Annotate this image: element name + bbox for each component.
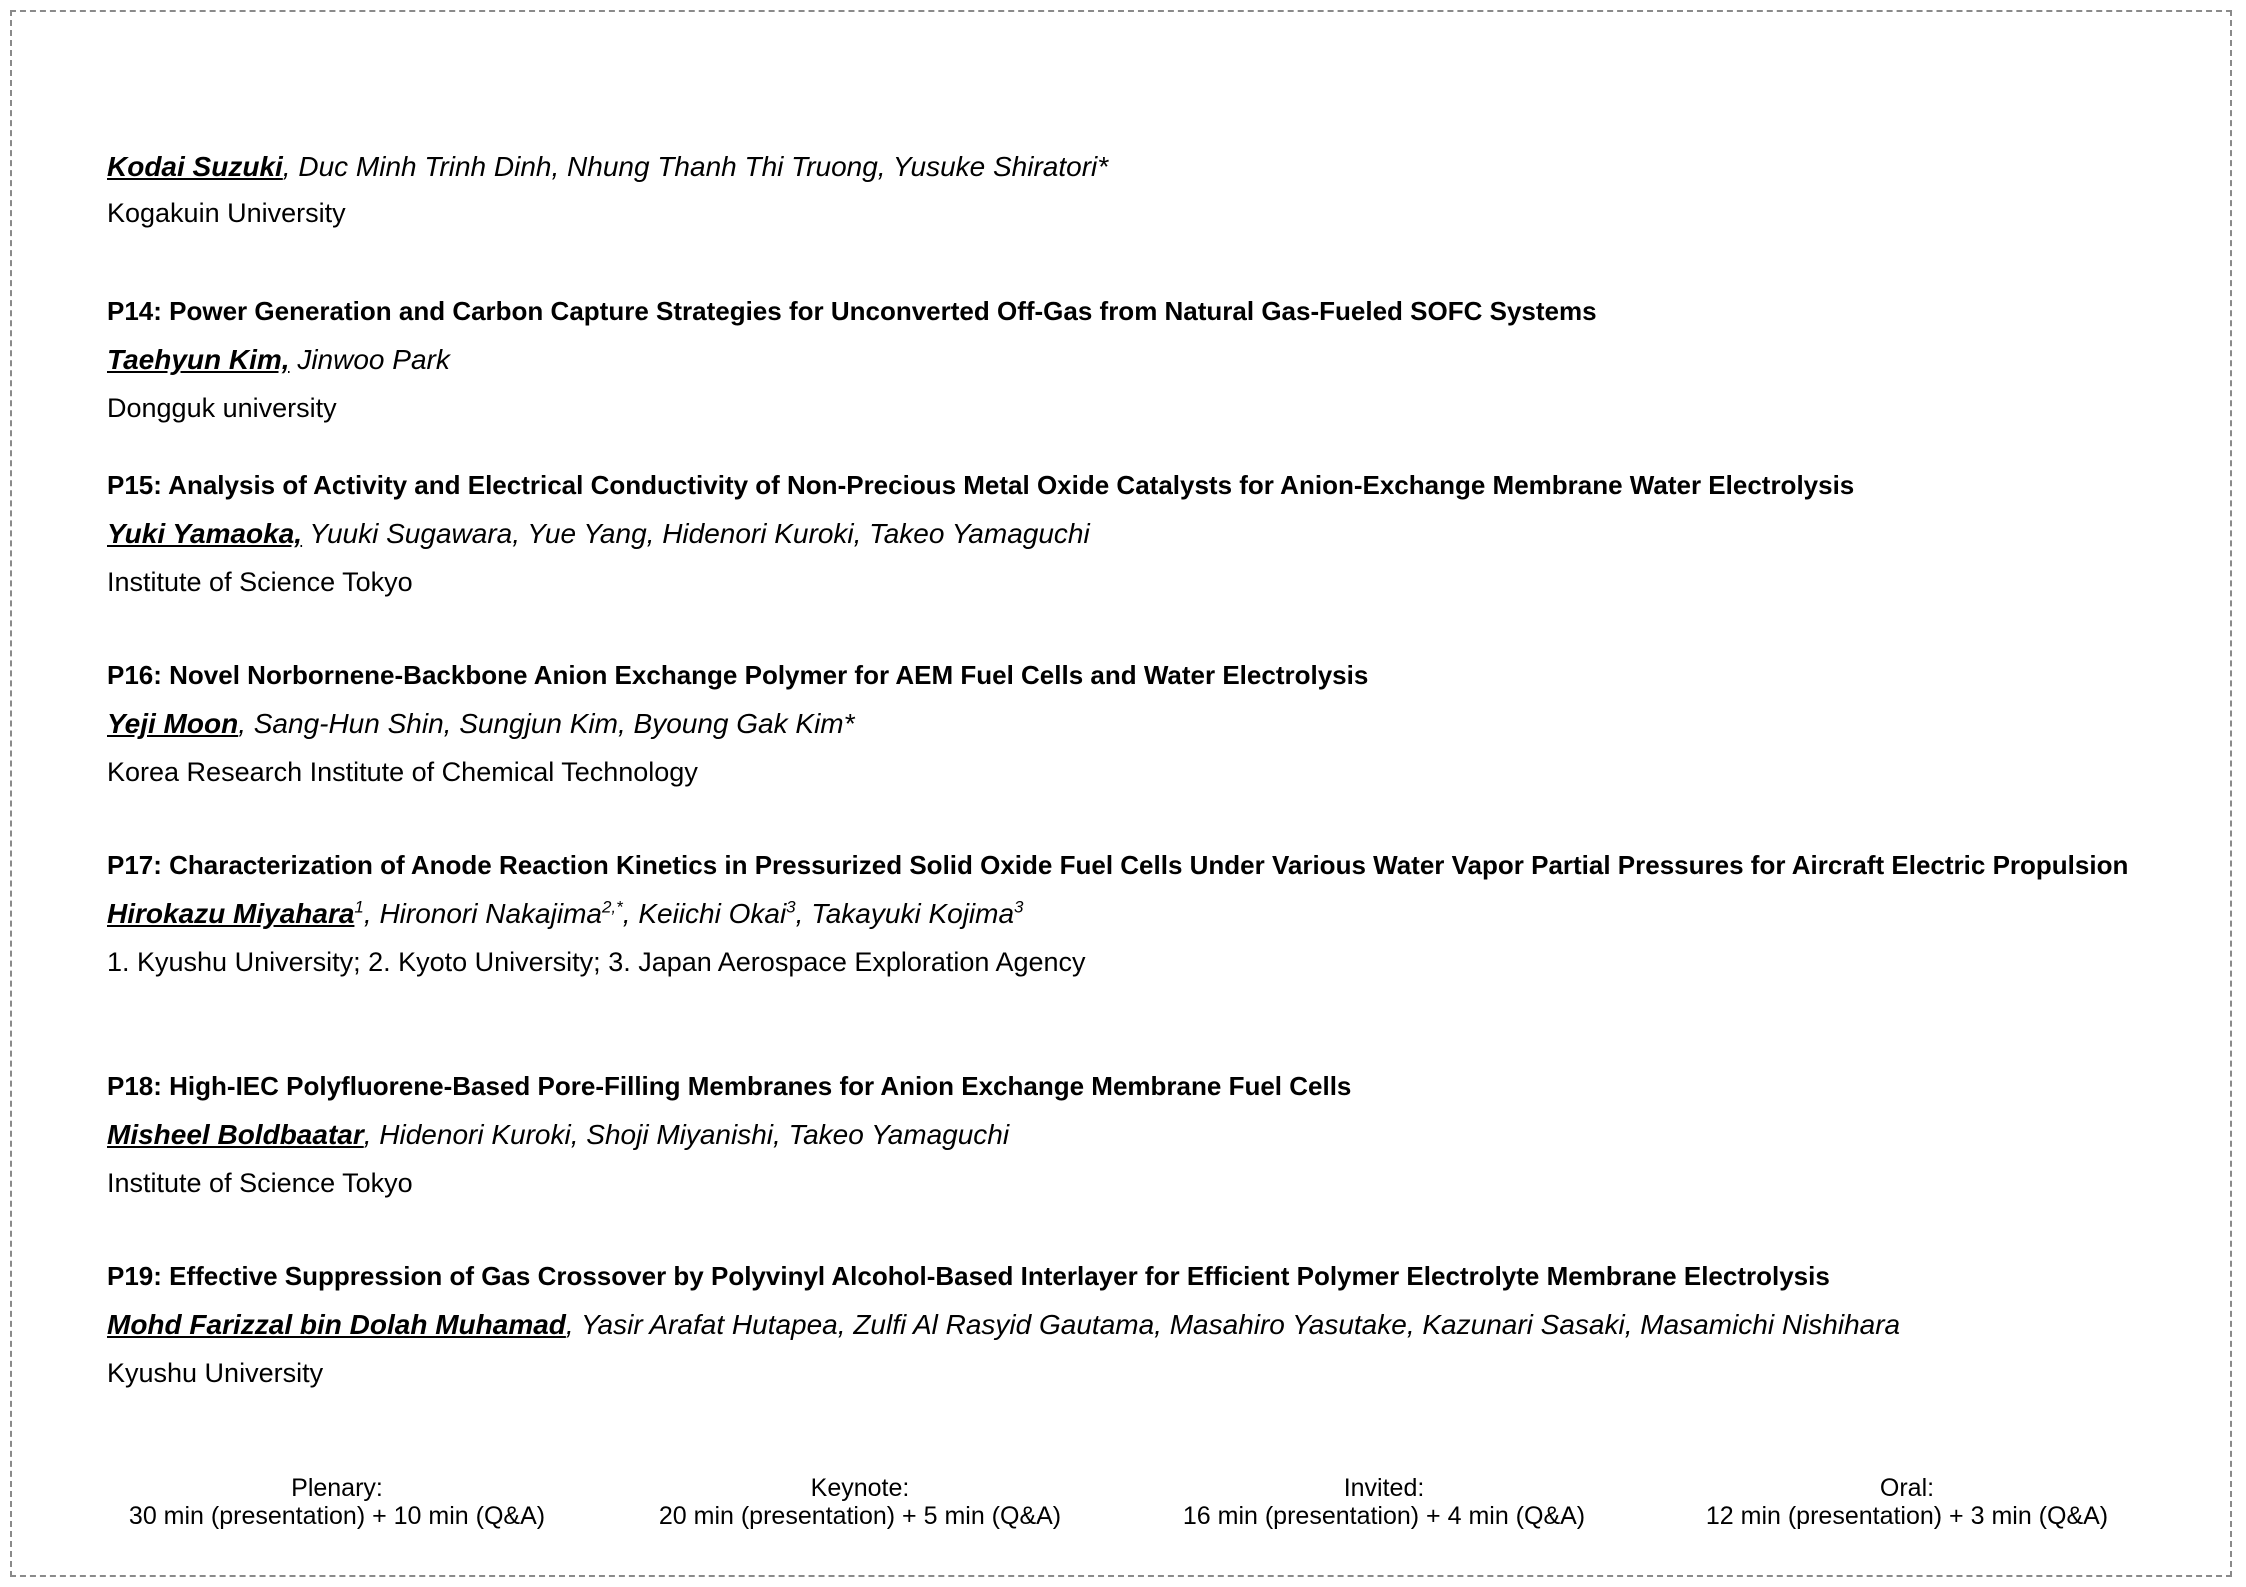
affiliation-superscript: 3 xyxy=(1014,897,1024,917)
poster-entry-p18 xyxy=(107,1071,2142,1200)
co-authors: , Duc Minh Trinh Dinh, Nhung Thanh Thi Truong, Yusuke Shiratori* xyxy=(282,151,1109,182)
affiliation: Kogakuin University xyxy=(107,198,346,228)
poster-entry-p19 xyxy=(107,1261,2142,1390)
affiliation: 1. Kyushu University; 2. Kyoto University; 3. Japan Aerospace Exploration Agency xyxy=(107,947,1086,977)
presenting-author: Yuki Yamaoka, xyxy=(107,518,303,549)
poster-entry-p16 xyxy=(107,660,2142,789)
presentation-time-legend xyxy=(0,1474,2246,1534)
co-author: , Hironori Nakajima xyxy=(363,898,602,929)
legend-plenary xyxy=(77,1474,597,1530)
legend-detail: 20 min (presentation) + 5 min (Q&A) xyxy=(658,1502,1062,1530)
affiliation: Institute of Science Tokyo xyxy=(107,1168,413,1198)
poster-title: P16: Novel Norbornene-Backbone Anion Exchange Polymer for AEM Fuel Cells and Water Electrolysis xyxy=(107,660,1369,690)
co-authors: , Sang-Hun Shin, Sungjun Kim, Byoung Gak Kim* xyxy=(238,708,855,739)
affiliation: Institute of Science Tokyo xyxy=(107,567,413,597)
legend-label: Plenary: xyxy=(291,1474,383,1502)
poster-entry-p15 xyxy=(107,470,2142,599)
affiliation-superscript: 3 xyxy=(786,897,796,917)
presenting-author: Mohd Farizzal bin Dolah Muhamad xyxy=(107,1309,566,1340)
poster-title: P14: Power Generation and Carbon Capture Strategies for Unconverted Off-Gas from Natural Gas-Fueled SOFC Systems xyxy=(107,296,1597,326)
co-authors: Jinwoo Park xyxy=(289,344,450,375)
legend-keynote xyxy=(600,1474,1120,1530)
affiliation-superscript: 2,* xyxy=(601,897,623,917)
poster-title: P17: Characterization of Anode Reaction Kinetics in Pressurized Solid Oxide Fuel Cells Under Various Water Vapor Partial Pressures for Aircraft Electric Propulsion xyxy=(107,850,2129,880)
author-list xyxy=(107,343,2142,377)
poster-title: P18: High-IEC Polyfluorene-Based Pore-Filling Membranes for Anion Exchange Membrane Fuel Cells xyxy=(107,1071,1352,1101)
co-authors: , Hidenori Kuroki, Shoji Miyanishi, Takeo Yamaguchi xyxy=(363,1119,1010,1150)
presenting-author: Misheel Boldbaatar xyxy=(107,1119,364,1150)
presenting-author: Kodai Suzuki xyxy=(107,151,283,182)
legend-label: Invited: xyxy=(1343,1474,1425,1502)
affiliation: Dongguk university xyxy=(107,393,337,423)
presenting-author: Taehyun Kim, xyxy=(107,344,290,375)
author-list xyxy=(107,1118,2142,1152)
affiliation-superscript: 1 xyxy=(354,897,364,917)
affiliation: Korea Research Institute of Chemical Technology xyxy=(107,757,698,787)
legend-detail: 30 min (presentation) + 10 min (Q&A) xyxy=(128,1502,546,1530)
co-author: , Takayuki Kojima xyxy=(795,898,1015,929)
presenting-author: Yeji Moon xyxy=(107,708,239,739)
author-list xyxy=(107,1308,2142,1342)
legend-detail: 12 min (presentation) + 3 min (Q&A) xyxy=(1705,1502,2109,1530)
affiliation: Kyushu University xyxy=(107,1358,324,1388)
author-list xyxy=(107,897,2142,931)
legend-invited xyxy=(1124,1474,1644,1530)
poster-title: P15: Analysis of Activity and Electrical Conductivity of Non-Precious Metal Oxide Catalysts for Anion-Exchange Membrane Water Electrolysis xyxy=(107,470,1855,500)
presenting-author: Hirokazu Miyahara xyxy=(107,898,355,929)
poster-entry-p17 xyxy=(107,850,2142,979)
legend-detail: 16 min (presentation) + 4 min (Q&A) xyxy=(1182,1502,1586,1530)
author-list xyxy=(107,707,2142,741)
poster-entry-continued xyxy=(107,150,2142,230)
author-list xyxy=(107,150,2142,184)
co-authors: Yuuki Sugawara, Yue Yang, Hidenori Kuroki, Takeo Yamaguchi xyxy=(302,518,1090,549)
co-author: , Keiichi Okai xyxy=(622,898,787,929)
legend-oral xyxy=(1647,1474,2167,1530)
legend-label: Oral: xyxy=(1879,1474,1935,1502)
poster-entry-p14 xyxy=(107,296,2142,425)
legend-label: Keynote: xyxy=(810,1474,910,1502)
author-list xyxy=(107,517,2142,551)
poster-title: P19: Effective Suppression of Gas Crossover by Polyvinyl Alcohol-Based Interlayer for Efficient Polymer Electrolyte Membrane Electrolysis xyxy=(107,1261,1830,1291)
co-authors: , Yasir Arafat Hutapea, Zulfi Al Rasyid Gautama, Masahiro Yasutake, Kazunari Sasaki, Masamichi Nishihara xyxy=(565,1309,1901,1340)
